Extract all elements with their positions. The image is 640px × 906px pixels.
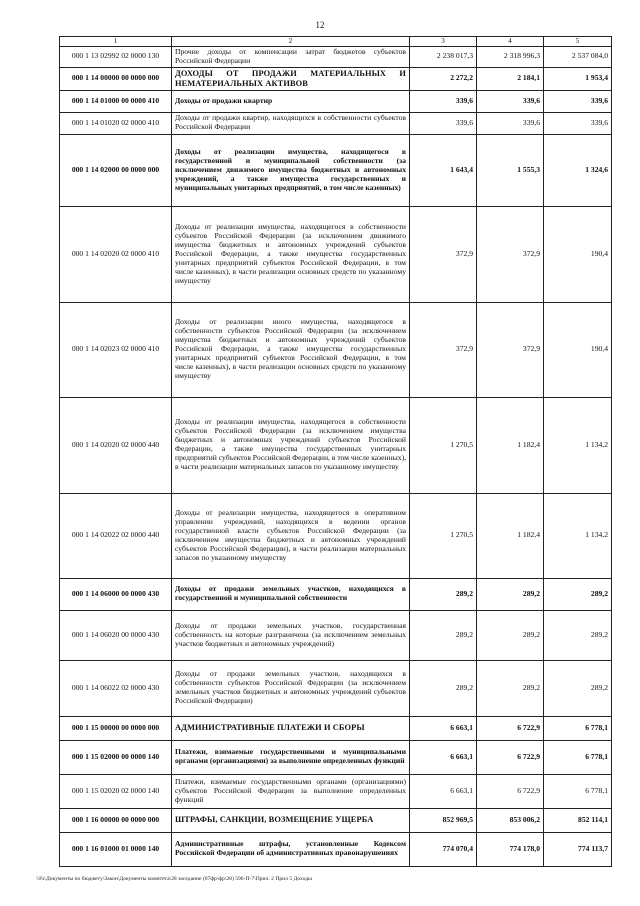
- column-number-row: [60, 37, 612, 47]
- budget-code-cell: 000 1 14 06022 02 0000 430: [60, 660, 172, 716]
- value-year2-cell: 372,9: [477, 302, 544, 397]
- value-year2-cell: 289,2: [477, 610, 544, 660]
- revenue-name-cell: Прочие доходы от компенсации затрат бюджетов субъектов Российской Федерации: [172, 47, 410, 68]
- budget-code-cell: 000 1 14 02020 02 0000 410: [60, 206, 172, 302]
- table-row: [60, 740, 612, 774]
- revenue-name-cell: ШТРАФЫ, САНКЦИИ, ВОЗМЕЩЕНИЕ УЩЕРБА: [172, 808, 410, 832]
- column-header: 5: [544, 37, 612, 47]
- value-year3-cell: 190,4: [544, 206, 612, 302]
- value-year1-cell: 6 663,1: [410, 774, 477, 808]
- budget-code-cell: 000 1 14 01000 00 0000 410: [60, 90, 172, 112]
- value-year3-cell: 6 778,1: [544, 774, 612, 808]
- value-year1-cell: 2 238 017,3: [410, 47, 477, 68]
- value-year3-cell: 1 134,2: [544, 493, 612, 578]
- value-year3-cell: 190,4: [544, 302, 612, 397]
- column-header: 2: [172, 37, 410, 47]
- value-year1-cell: 1 270,5: [410, 493, 477, 578]
- revenue-name-cell: Доходы от реализации иного имущества, находящегося в собственности субъектов Российской Федерации (за исключением имущества бюджетных и автономных учреждений субъектов Российской Федерации, а также имущества государственных унитарных предприятий субъектов Российской Федерации, в том числе казенных), в части реализации основных средств по указанному имуществу: [172, 302, 410, 397]
- value-year2-cell: 372,9: [477, 206, 544, 302]
- value-year1-cell: 372,9: [410, 302, 477, 397]
- revenue-name-cell: ДОХОДЫ ОТ ПРОДАЖИ МАТЕРИАЛЬНЫХ И НЕМАТЕРИАЛЬНЫХ АКТИВОВ: [172, 67, 410, 90]
- column-header: 3: [410, 37, 477, 47]
- revenue-name-cell: Доходы от реализации имущества, находящегося в собственности субъектов Российской Федерации (за исключением движимого имущества бюджетных и автономных учреждений субъектов Российской Федерации, а также имущества государственных унитарных предприятий субъектов Российской Федерации, в том числе казенных), в части реализации основных средств по указанному имуществу: [172, 206, 410, 302]
- value-year2-cell: 774 178,0: [477, 832, 544, 866]
- value-year1-cell: 1 643,4: [410, 134, 477, 206]
- revenue-name-cell: Доходы от продажи земельных участков, государственная собственность на которые разграничена (за исключением земельных участков бюджетных и автономных учреждений): [172, 610, 410, 660]
- value-year3-cell: 1 324,6: [544, 134, 612, 206]
- value-year3-cell: 289,2: [544, 610, 612, 660]
- revenue-name-cell: Платежи, взимаемые государственными и муниципальными органами (организациями) за выполнение определенных функций: [172, 740, 410, 774]
- table-row: [60, 90, 612, 112]
- budget-code-cell: 000 1 15 02000 00 0000 140: [60, 740, 172, 774]
- budget-code-cell: 000 1 13 02992 02 0000 130: [60, 47, 172, 68]
- value-year3-cell: 6 778,1: [544, 716, 612, 740]
- table-row: [60, 397, 612, 493]
- budget-code-cell: 000 1 14 00000 00 0000 000: [60, 67, 172, 90]
- revenue-name-cell: Административные штрафы, установленные Кодексом Российской Федерации об административных правонарушениях: [172, 832, 410, 866]
- value-year2-cell: 2 184,1: [477, 67, 544, 90]
- value-year2-cell: 289,2: [477, 578, 544, 610]
- value-year2-cell: 6 722,9: [477, 774, 544, 808]
- value-year2-cell: 1 182,4: [477, 397, 544, 493]
- budget-code-cell: 000 1 16 00000 00 0000 000: [60, 808, 172, 832]
- value-year1-cell: 774 070,4: [410, 832, 477, 866]
- revenue-name-cell: Доходы от продажи квартир: [172, 90, 410, 112]
- table-row: [60, 47, 612, 68]
- table-row: [60, 610, 612, 660]
- table-row: [60, 67, 612, 90]
- table-row: [60, 660, 612, 716]
- value-year3-cell: 289,2: [544, 660, 612, 716]
- table-row: [60, 774, 612, 808]
- value-year2-cell: 339,6: [477, 90, 544, 112]
- budget-code-cell: 000 1 14 02023 02 0000 410: [60, 302, 172, 397]
- revenue-name-cell: Доходы от продажи квартир, находящихся в собственности субъектов Российской Федерации: [172, 112, 410, 134]
- value-year1-cell: 2 272,2: [410, 67, 477, 90]
- budget-code-cell: 000 1 15 00000 00 0000 000: [60, 716, 172, 740]
- value-year2-cell: 6 722,9: [477, 716, 544, 740]
- budget-code-cell: 000 1 14 06020 00 0000 430: [60, 610, 172, 660]
- value-year1-cell: 289,2: [410, 578, 477, 610]
- value-year3-cell: 774 113,7: [544, 832, 612, 866]
- value-year3-cell: 852 114,1: [544, 808, 612, 832]
- value-year1-cell: 339,6: [410, 112, 477, 134]
- revenue-name-cell: Доходы от реализации имущества, находящегося в государственной и муниципальной собственности (за исключением движимого имущества бюджетных и автономных учреждений, а также имущества государственных и муниципальных унитарных предприятий, в том числе казенных): [172, 134, 410, 206]
- table-row: [60, 578, 612, 610]
- value-year2-cell: 6 722,9: [477, 740, 544, 774]
- value-year3-cell: 1 134,2: [544, 397, 612, 493]
- budget-code-cell: 000 1 14 06000 00 0000 430: [60, 578, 172, 610]
- table-row: [60, 716, 612, 740]
- value-year3-cell: 339,6: [544, 112, 612, 134]
- value-year2-cell: 1 182,4: [477, 493, 544, 578]
- value-year2-cell: 2 318 996,3: [477, 47, 544, 68]
- budget-code-cell: 000 1 14 02022 02 0000 440: [60, 493, 172, 578]
- value-year3-cell: 289,2: [544, 578, 612, 610]
- value-year1-cell: 6 663,1: [410, 740, 477, 774]
- value-year1-cell: 852 969,5: [410, 808, 477, 832]
- budget-code-cell: 000 1 16 01000 01 0000 140: [60, 832, 172, 866]
- value-year1-cell: 339,6: [410, 90, 477, 112]
- budget-code-cell: 000 1 14 01020 02 0000 410: [60, 112, 172, 134]
- revenue-name-cell: Платежи, взимаемые государственными органами (организациями) субъектов Российской Федерации за выполнение определенных функций: [172, 774, 410, 808]
- file-path-footer: \\Fs\Документы по бюджету\Закон\Документы комитета\28 заседание (07фр\фр\28) 596-П-7\Прил. 2 Прил 5 Доходы: [36, 876, 312, 882]
- column-header: 4: [477, 37, 544, 47]
- value-year2-cell: 853 006,2: [477, 808, 544, 832]
- budget-code-cell: 000 1 14 02020 02 0000 440: [60, 397, 172, 493]
- value-year1-cell: 6 663,1: [410, 716, 477, 740]
- table-row: [60, 832, 612, 866]
- revenue-name-cell: Доходы от продажи земельных участков, находящихся в собственности субъектов Российской Федерации (за исключением земельных участков бюджетных и автономных учреждений субъектов Российской Федерации): [172, 660, 410, 716]
- value-year1-cell: 289,2: [410, 610, 477, 660]
- value-year3-cell: 1 953,4: [544, 67, 612, 90]
- value-year3-cell: 2 537 084,0: [544, 47, 612, 68]
- table-row: [60, 134, 612, 206]
- value-year1-cell: 372,9: [410, 206, 477, 302]
- value-year1-cell: 289,2: [410, 660, 477, 716]
- table-row: [60, 493, 612, 578]
- column-header: 1: [60, 37, 172, 47]
- table-row: [60, 112, 612, 134]
- value-year3-cell: 339,6: [544, 90, 612, 112]
- budget-code-cell: 000 1 15 02020 02 0000 140: [60, 774, 172, 808]
- budget-code-cell: 000 1 14 02000 00 0000 000: [60, 134, 172, 206]
- table-row: [60, 302, 612, 397]
- page-number: 12: [315, 20, 325, 30]
- revenue-name-cell: АДМИНИСТРАТИВНЫЕ ПЛАТЕЖИ И СБОРЫ: [172, 716, 410, 740]
- table-row: [60, 808, 612, 832]
- value-year2-cell: 1 555,3: [477, 134, 544, 206]
- revenue-name-cell: Доходы от продажи земельных участков, находящихся в государственной и муниципальной собственности: [172, 578, 410, 610]
- value-year3-cell: 6 778,1: [544, 740, 612, 774]
- value-year2-cell: 339,6: [477, 112, 544, 134]
- value-year1-cell: 1 270,5: [410, 397, 477, 493]
- revenue-table: [59, 36, 612, 867]
- revenue-name-cell: Доходы от реализации имущества, находящегося в собственности субъектов Российской Федерации (за исключением имущества бюджетных и автономных учреждений субъектов Российской Федерации, а также имущества государственных унитарных предприятий субъектов Российской Федерации, в том числе казенных), в части реализации материальных запасов по указанному имуществу: [172, 397, 410, 493]
- revenue-name-cell: Доходы от реализации имущества, находящегося в оперативном управлении учреждений, находящихся в ведении органов государственной власти субъектов Российской Федерации (за исключением имущества бюджетных и автономных учреждений субъектов Российской Федерации), в части реализации материальных запасов по указанному имуществу: [172, 493, 410, 578]
- value-year2-cell: 289,2: [477, 660, 544, 716]
- table-row: [60, 206, 612, 302]
